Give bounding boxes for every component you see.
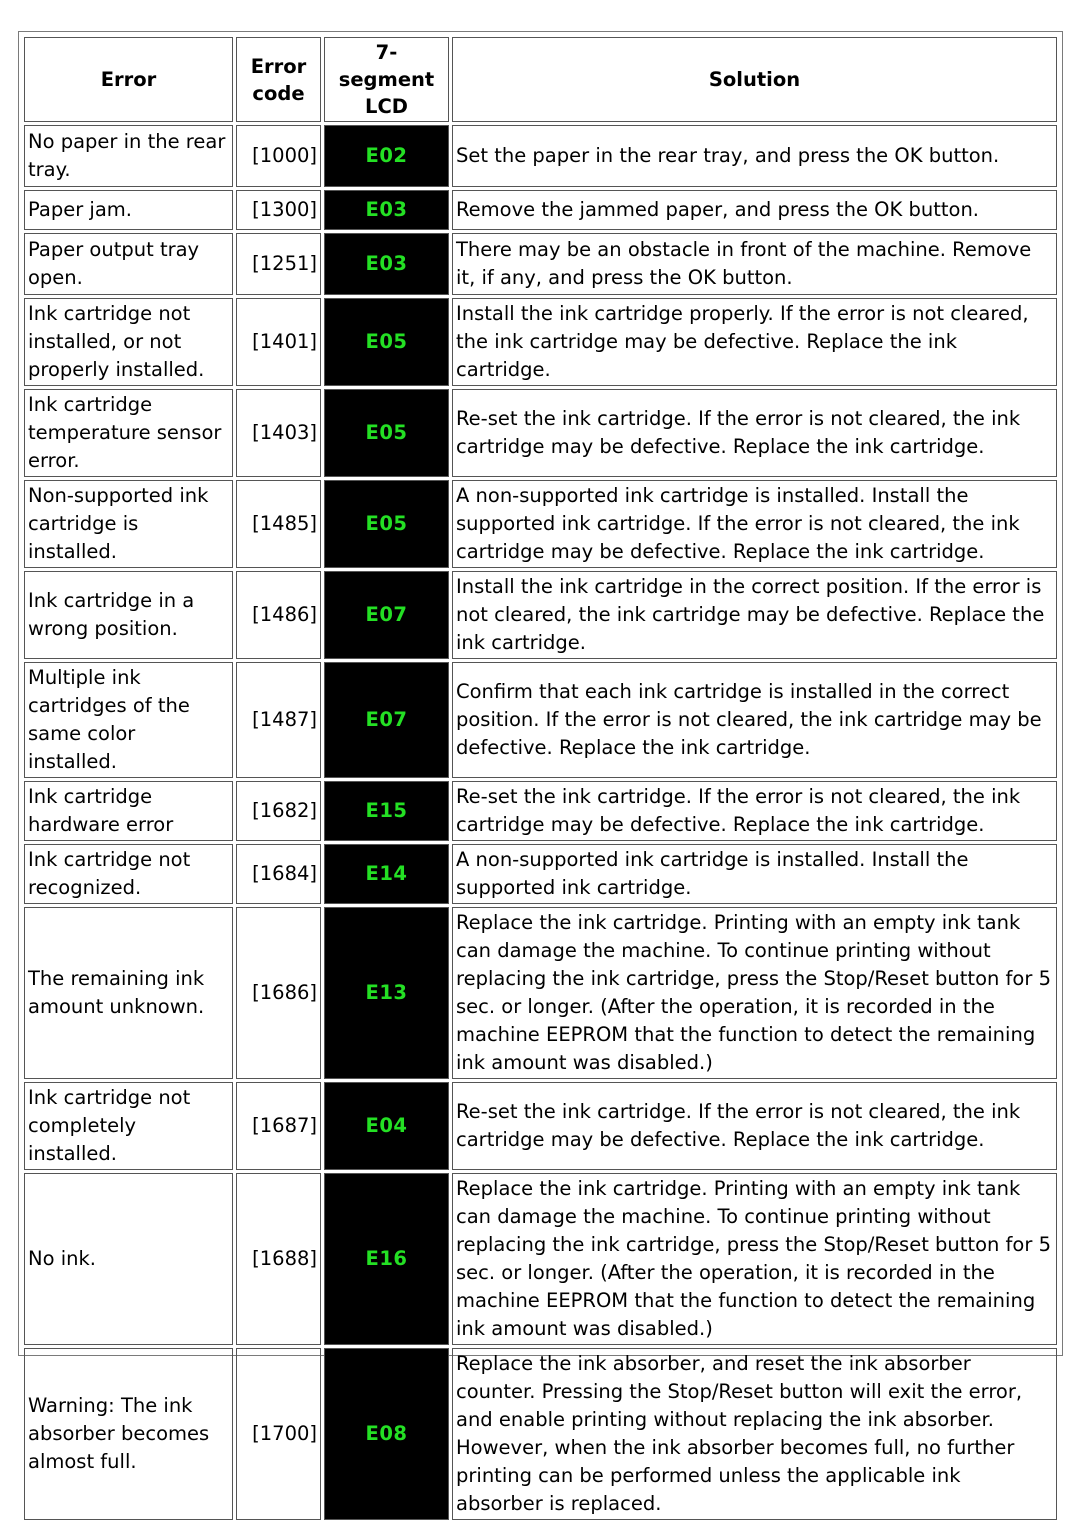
solution-text: Re-set the ink cartridge. If the error is not cleared, the ink cartridge may be defective. Replace the ink cartridge. bbox=[452, 1082, 1057, 1170]
lcd-display: E05 bbox=[324, 480, 449, 568]
error-description: Paper jam. bbox=[24, 190, 233, 230]
error-code: [1486] bbox=[236, 571, 321, 659]
table-row bbox=[24, 571, 1057, 659]
solution-text: Replace the ink cartridge. Printing with an empty ink tank can damage the machine. To continue printing without replacing the ink cartridge, press the Stop/Reset button for 5 sec. or longer. (After the operation, it is recorded in the machine EEPROM that the function to detect the remaining ink amount was disabled.) bbox=[452, 907, 1057, 1079]
solution-text: Install the ink cartridge properly. If the error is not cleared, the ink cartridge may be defective. Replace the ink cartridge. bbox=[452, 298, 1057, 386]
solution-text: A non-supported ink cartridge is installed. Install the supported ink cartridge. bbox=[452, 844, 1057, 904]
error-description: Ink cartridge not completely installed. bbox=[24, 1082, 233, 1170]
lcd-display: E08 bbox=[324, 1348, 449, 1520]
solution-text: Install the ink cartridge in the correct position. If the error is not cleared, the ink cartridge may be defective. Replace the ink cartridge. bbox=[452, 571, 1057, 659]
error-description: Paper output tray open. bbox=[24, 233, 233, 295]
error-code: [1684] bbox=[236, 844, 321, 904]
error-code: [1487] bbox=[236, 662, 321, 778]
solution-text: Confirm that each ink cartridge is installed in the correct position. If the error is not cleared, the ink cartridge may be defective. Replace the ink cartridge. bbox=[452, 662, 1057, 778]
header-solution: Solution bbox=[452, 37, 1057, 122]
solution-text: Set the paper in the rear tray, and press the OK button. bbox=[452, 125, 1057, 187]
table-row bbox=[24, 125, 1057, 187]
lcd-display: E13 bbox=[324, 907, 449, 1079]
table-row bbox=[24, 233, 1057, 295]
error-description: Ink cartridge temperature sensor error. bbox=[24, 389, 233, 477]
header-error: Error bbox=[24, 37, 233, 122]
table-row bbox=[24, 389, 1057, 477]
error-description: The remaining ink amount unknown. bbox=[24, 907, 233, 1079]
error-description: Warning: The ink absorber becomes almost full. bbox=[24, 1348, 233, 1520]
error-code: [1251] bbox=[236, 233, 321, 295]
lcd-display: E07 bbox=[324, 571, 449, 659]
table-row bbox=[24, 907, 1057, 1079]
lcd-display: E16 bbox=[324, 1173, 449, 1345]
lcd-display: E15 bbox=[324, 781, 449, 841]
lcd-display: E03 bbox=[324, 190, 449, 230]
table-row bbox=[24, 298, 1057, 386]
table-row bbox=[24, 1348, 1057, 1520]
table-row bbox=[24, 844, 1057, 904]
header-error-code bbox=[236, 37, 321, 122]
error-code: [1700] bbox=[236, 1348, 321, 1520]
error-description: Ink cartridge in a wrong position. bbox=[24, 571, 233, 659]
error-code: [1300] bbox=[236, 190, 321, 230]
solution-text: Re-set the ink cartridge. If the error is not cleared, the ink cartridge may be defective. Replace the ink cartridge. bbox=[452, 781, 1057, 841]
error-code: [1401] bbox=[236, 298, 321, 386]
table-row bbox=[24, 1173, 1057, 1345]
error-description: Multiple ink cartridges of the same color installed. bbox=[24, 662, 233, 778]
lcd-display: E05 bbox=[324, 298, 449, 386]
error-code: [1403] bbox=[236, 389, 321, 477]
solution-text: There may be an obstacle in front of the machine. Remove it, if any, and press the OK button. bbox=[452, 233, 1057, 295]
table-row bbox=[24, 662, 1057, 778]
solution-text: Re-set the ink cartridge. If the error is not cleared, the ink cartridge may be defective. Replace the ink cartridge. bbox=[452, 389, 1057, 477]
error-code-table bbox=[21, 34, 1060, 1523]
solution-text: Remove the jammed paper, and press the OK button. bbox=[452, 190, 1057, 230]
table-row bbox=[24, 480, 1057, 568]
header-lcd bbox=[324, 37, 449, 122]
error-description: Ink cartridge not recognized. bbox=[24, 844, 233, 904]
error-code: [1688] bbox=[236, 1173, 321, 1345]
solution-text: Replace the ink cartridge. Printing with an empty ink tank can damage the machine. To continue printing without replacing the ink cartridge, press the Stop/Reset button for 5 sec. or longer. (After the operation, it is recorded in the machine EEPROM that the function to detect the remaining ink amount was disabled.) bbox=[452, 1173, 1057, 1345]
error-code: [1000] bbox=[236, 125, 321, 187]
error-description: No paper in the rear tray. bbox=[24, 125, 233, 187]
error-code: [1687] bbox=[236, 1082, 321, 1170]
header-row bbox=[24, 37, 1057, 122]
error-code: [1682] bbox=[236, 781, 321, 841]
solution-text: A non-supported ink cartridge is installed. Install the supported ink cartridge. If the error is not cleared, the ink cartridge may be defective. Replace the ink cartridge. bbox=[452, 480, 1057, 568]
lcd-display: E02 bbox=[324, 125, 449, 187]
error-description: No ink. bbox=[24, 1173, 233, 1345]
error-description: Non-supported ink cartridge is installed. bbox=[24, 480, 233, 568]
lcd-display: E04 bbox=[324, 1082, 449, 1170]
lcd-display: E14 bbox=[324, 844, 449, 904]
error-description: Ink cartridge hardware error bbox=[24, 781, 233, 841]
table-row bbox=[24, 1082, 1057, 1170]
lcd-display: E03 bbox=[324, 233, 449, 295]
table-row bbox=[24, 781, 1057, 841]
error-code: [1686] bbox=[236, 907, 321, 1079]
header-error-code-text: Error code bbox=[250, 54, 307, 105]
error-code: [1485] bbox=[236, 480, 321, 568]
lcd-display: E07 bbox=[324, 662, 449, 778]
lcd-display: E05 bbox=[324, 389, 449, 477]
error-description: Ink cartridge not installed, or not properly installed. bbox=[24, 298, 233, 386]
solution-text: Replace the ink absorber, and reset the ink absorber counter. Pressing the Stop/Reset button will exit the error, and enable printing without replacing the ink absorber. However, when the ink absorber becomes full, no further printing can be performed unless the applicable ink absorber is replaced. bbox=[452, 1348, 1057, 1520]
table-row bbox=[24, 190, 1057, 230]
header-lcd-text: 7-segment LCD bbox=[338, 41, 435, 118]
